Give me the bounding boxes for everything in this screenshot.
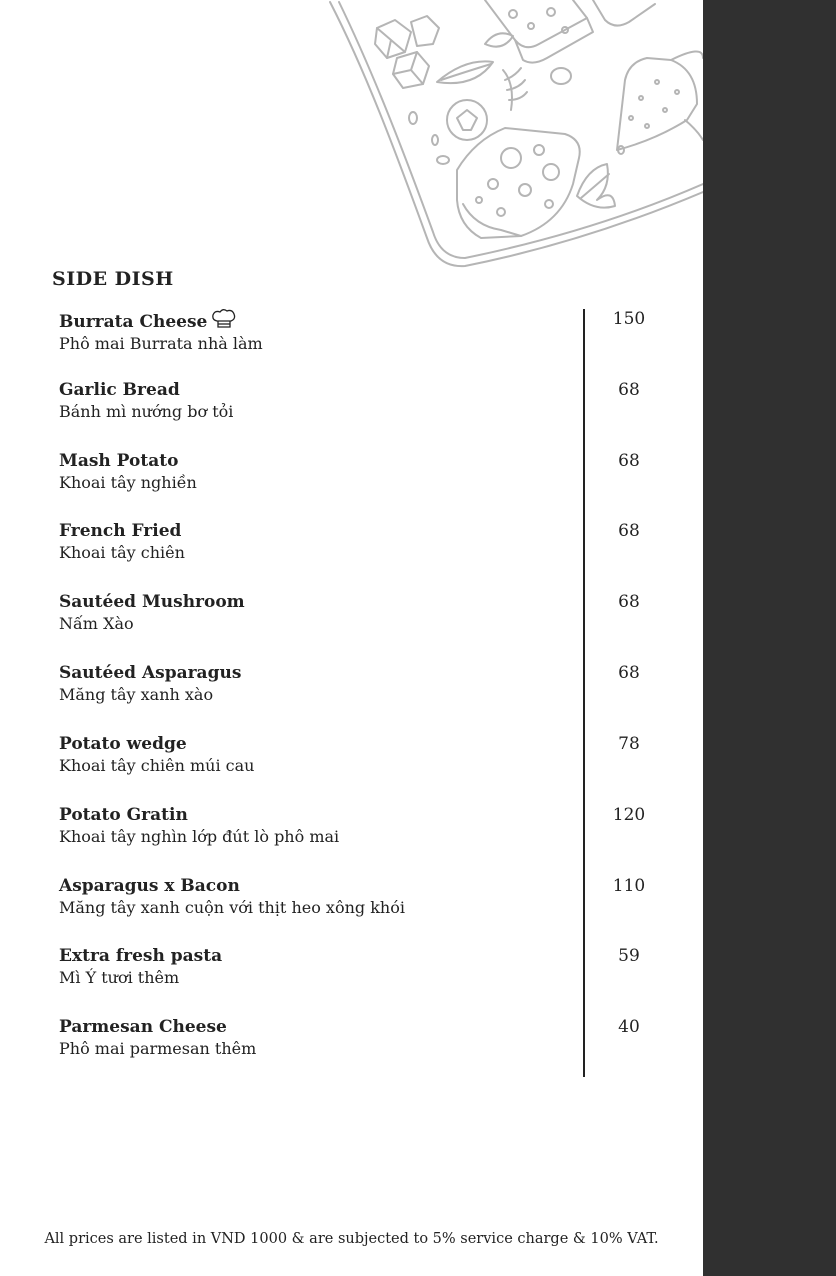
item-description: Khoai tây chiên bbox=[59, 543, 185, 562]
item-price: 150 bbox=[612, 309, 646, 329]
item-name: Sautéed Asparagus bbox=[59, 663, 242, 683]
section-title: SIDE DISH bbox=[52, 268, 174, 290]
item-name: Potato wedge bbox=[59, 734, 187, 754]
item-price: 78 bbox=[618, 734, 640, 754]
item-name: Burrata Cheese bbox=[59, 312, 208, 332]
item-price: 120 bbox=[612, 805, 646, 825]
item-price: 59 bbox=[618, 946, 640, 966]
item-price: 40 bbox=[618, 1017, 640, 1037]
item-name: French Fried bbox=[59, 521, 182, 541]
dark-sidebar-panel bbox=[703, 0, 836, 1276]
item-description: Khoai tây nghiền bbox=[59, 473, 197, 492]
menu-item bbox=[59, 733, 579, 777]
item-description: Nấm Xào bbox=[59, 614, 134, 633]
menu-item bbox=[59, 875, 579, 919]
item-price: 68 bbox=[618, 451, 640, 471]
item-price: 68 bbox=[618, 521, 640, 541]
item-name: Sautéed Mushroom bbox=[59, 592, 245, 612]
menu-item bbox=[59, 804, 579, 848]
item-name: Garlic Bread bbox=[59, 380, 180, 400]
item-price: 110 bbox=[612, 876, 646, 896]
item-name: Extra fresh pasta bbox=[59, 946, 223, 966]
item-name: Potato Gratin bbox=[59, 805, 188, 825]
item-description: Khoai tây nghìn lớp đút lò phô mai bbox=[59, 827, 340, 846]
menu-item bbox=[59, 450, 579, 494]
menu-item bbox=[59, 662, 579, 706]
price-footnote: All prices are listed in VND 1000 & are subjected to 5% service charge & 10% VAT. bbox=[44, 1231, 659, 1247]
menu-item bbox=[59, 945, 579, 989]
menu-item bbox=[59, 1016, 579, 1060]
item-description: Phô mai parmesan thêm bbox=[59, 1039, 257, 1058]
cheese-board-sketch-icon bbox=[325, 0, 703, 272]
item-price: 68 bbox=[618, 592, 640, 612]
menu-item bbox=[59, 379, 579, 423]
menu-item bbox=[59, 591, 579, 635]
menu-item bbox=[59, 308, 579, 355]
item-name: Mash Potato bbox=[59, 451, 179, 471]
item-name: Parmesan Cheese bbox=[59, 1017, 227, 1037]
price-divider-line bbox=[583, 309, 585, 1077]
chef-hat-icon bbox=[211, 308, 237, 330]
menu-item bbox=[59, 520, 579, 564]
item-price: 68 bbox=[618, 663, 640, 683]
item-description: Khoai tây chiên múi cau bbox=[59, 756, 255, 775]
item-description: Phô mai Burrata nhà làm bbox=[59, 334, 263, 353]
item-description: Măng tây xanh xào bbox=[59, 685, 214, 704]
item-description: Măng tây xanh cuộn với thịt heo xông khói bbox=[59, 898, 405, 917]
item-price: 68 bbox=[618, 380, 640, 400]
item-description: Bánh mì nướng bơ tỏi bbox=[59, 402, 234, 421]
item-name: Asparagus x Bacon bbox=[59, 876, 240, 896]
item-description: Mì Ý tươi thêm bbox=[59, 968, 180, 987]
